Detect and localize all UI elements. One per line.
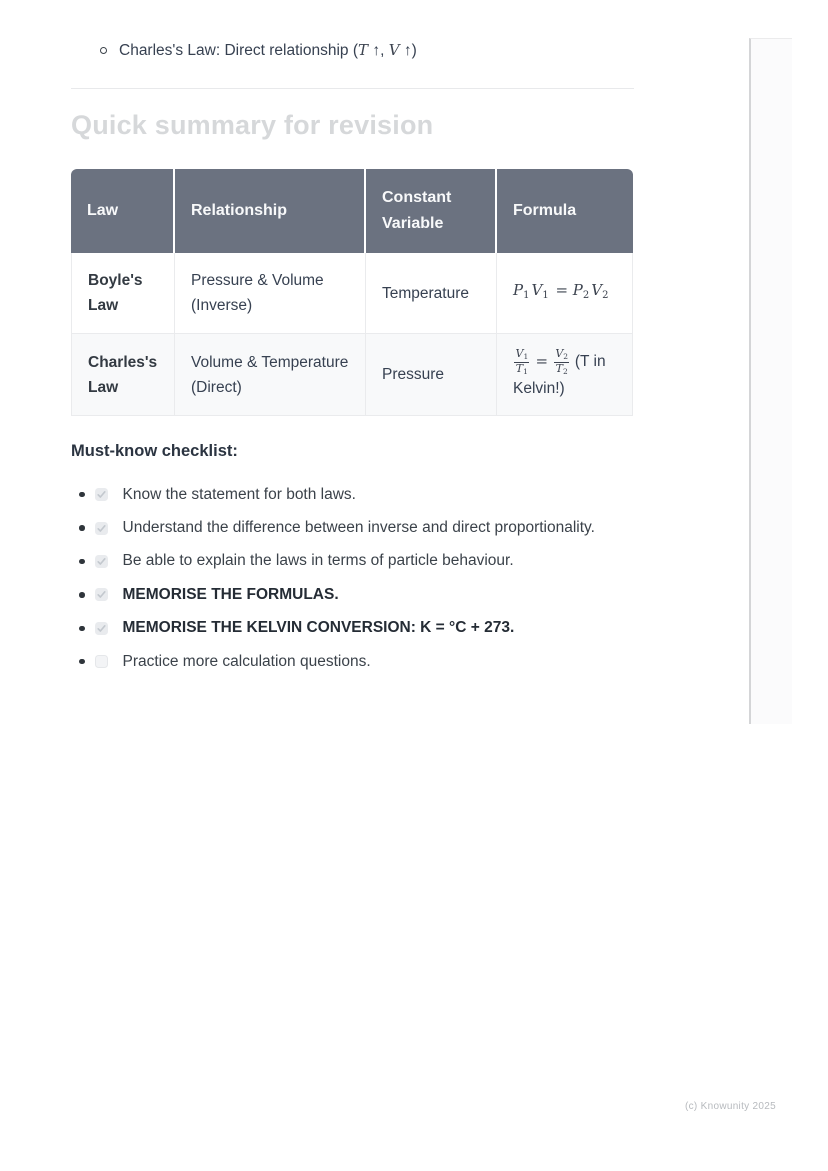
checklist-item-text: Be able to explain the laws in terms of particle behaviour. [122,552,514,570]
checkbox-checked-icon [95,588,108,601]
checkbox-checked-icon [95,555,108,568]
formula-cell: $P_1$ $V_1 = P_2$ $V_2$ [497,253,633,334]
table-row [71,334,633,416]
checklist-item-text: Understand the difference between inverse and direct proportionality. [122,519,595,537]
checkbox-checked-icon [95,622,108,635]
checklist-item [71,612,651,645]
section-heading: Quick summary for revision [71,110,434,140]
table-header-cell: Formula [497,169,633,253]
checklist-item [71,478,651,511]
bullet-dot-icon [79,659,85,665]
checklist-item-text: Know the statement for both laws. [122,485,356,503]
math-fraction [554,348,570,376]
checklist-item-text: Practice more calculation questions. [122,652,371,670]
text-segment: Charles's Law: Direct relationship ( [119,42,358,59]
math-variable: $V_2$ [591,281,609,301]
math-variable: $V_1$ [515,347,529,361]
checklist-title: Must-know checklist: [71,442,238,460]
checklist-item [71,511,651,544]
summary-table-head [71,169,633,253]
text-segment: ↑, [368,42,389,59]
math-variable: $T_2$ [555,361,568,376]
constant-variable-cell: Temperature [366,253,497,334]
constant-variable-cell: Pressure [366,334,497,416]
table-row [71,253,633,334]
circle-bullet-icon [100,47,107,54]
math-variable: $T_1$ [515,361,528,376]
law-cell: Charles's Law [71,334,175,416]
bullet-text [119,40,417,61]
section-divider [71,88,634,89]
table-header-cell: Relationship [175,169,366,253]
bullet-dot-icon [79,492,85,498]
bullet-dot-icon [79,525,85,531]
next-page-edge [749,38,792,724]
summary-table [71,169,633,416]
table-header-row [71,169,633,253]
checklist-item [71,545,651,578]
summary-table-body [71,253,633,416]
list-item-charles-law [100,40,417,61]
text-segment: ↑) [399,42,417,59]
math-variable: $V_2$ [555,347,569,361]
bullet-dot-icon [79,559,85,565]
checkbox-unchecked-icon [95,655,108,668]
checklist-item [71,578,651,611]
checklist-item-text: MEMORISE THE KELVIN CONVERSION: K = °C + 273. [122,619,515,637]
checklist-item-text: MEMORISE THE FORMULAS. [122,585,339,603]
table-header-cell: Law [71,169,175,253]
relationship-cell: Pressure & Volume (Inverse) [175,253,366,334]
checkbox-checked-icon [95,488,108,501]
checkbox-checked-icon [95,522,108,535]
math-variable: $V_1$ [531,281,549,301]
table-header-cell: Constant Variable [366,169,497,253]
checklist-item [71,645,651,678]
relationship-cell: Volume & Temperature (Direct) [175,334,366,416]
math-variable: V [388,41,400,59]
math-variable: T [358,41,369,59]
math-variable: $P_1$ [513,281,530,301]
formula-cell: $\frac{V_1}{T_1}$ = $\frac{V_2}{T_2}$ (T in Kelvin!) [497,334,633,416]
footer-copyright: (c) Knowunity 2025 [684,1101,776,1112]
bullet-dot-icon [79,592,85,598]
bullet-dot-icon [79,626,85,632]
law-cell: Boyle's Law [71,253,175,334]
checklist [71,478,651,678]
math-fraction [514,348,530,376]
math-variable: $P_2$ [572,281,590,301]
